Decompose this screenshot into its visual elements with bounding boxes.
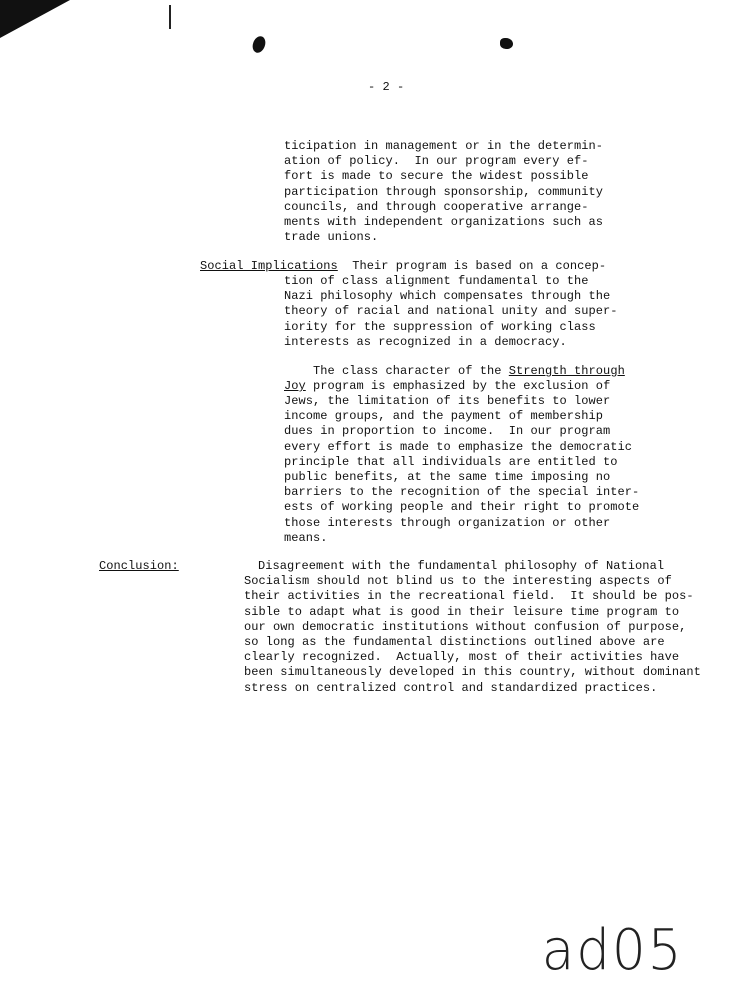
text-line: theory of racial and national unity and super- <box>284 304 618 319</box>
text-line: barriers to the recognition of the special inter- <box>284 485 640 500</box>
page-number: - 2 - <box>368 80 405 94</box>
text-line: those interests through organization or other <box>284 515 611 530</box>
underlined-program-name: Joy <box>284 379 306 393</box>
text-line: dues in proportion to income. In our program <box>284 424 611 439</box>
line-text: program is emphasized by the exclusion of <box>305 379 611 393</box>
text-line: clearly recognized. Actually, most of their activities have <box>244 650 680 665</box>
punch-hole-mark <box>250 34 267 54</box>
scan-mark-line <box>169 5 171 29</box>
text-line: stress on centralized control and standardized practices. <box>244 680 658 695</box>
line-text: Their program is based on a concep- <box>337 259 607 273</box>
text-line: principle that all individuals are entitled to <box>284 454 618 469</box>
text-line: councils, and through cooperative arrange- <box>284 199 589 214</box>
text-line: fort is made to secure the widest possible <box>284 169 589 184</box>
text-line: ests of working people and their right to promote <box>284 500 640 515</box>
text-line: every effort is made to emphasize the democratic <box>284 439 633 454</box>
text-line: iority for the suppression of working class <box>284 319 596 334</box>
paragraph-2-first-line <box>313 364 625 379</box>
text-line: means. <box>284 530 328 545</box>
section-heading-conclusion: Conclusion: <box>99 559 179 573</box>
text-line: interests as recognized in a democracy. <box>284 334 567 349</box>
text-line: trade unions. <box>284 230 379 245</box>
social-implications-first-line <box>200 259 606 274</box>
text-line: tion of class alignment fundamental to the <box>284 274 589 288</box>
text-line: their activities in the recreational field. It should be pos- <box>244 589 694 604</box>
text-line: income groups, and the payment of membership <box>284 409 604 424</box>
line-text: The class character of the <box>313 364 509 378</box>
text-line: our own democratic institutions without confusion of purpose, <box>244 619 687 634</box>
text-line: participation through sponsorship, community <box>284 184 604 199</box>
text-line: Disagreement with the fundamental philosophy of National <box>258 559 665 573</box>
section-heading-social-implications: Social Implications <box>200 259 338 273</box>
text-line: ation of policy. In our program every ef- <box>284 154 589 169</box>
text-line: public benefits, at the same time imposing no <box>284 470 611 484</box>
text-line: ments with independent organizations such as <box>284 215 604 229</box>
scan-edge-shadow <box>0 0 70 38</box>
paragraph-2-second-line <box>284 379 610 394</box>
text-line: ticipation in management or in the determin- <box>284 139 604 153</box>
text-line: Jews, the limitation of its benefits to lower <box>284 394 611 408</box>
text-line: been simultaneously developed in this country, without dominant <box>244 665 701 680</box>
text-line: Socialism should not blind us to the interesting aspects of <box>244 574 672 589</box>
punch-hole-mark <box>500 38 513 49</box>
handwritten-mark: ad05 <box>541 918 684 983</box>
text-line: sible to adapt what is good in their leisure time program to <box>244 604 680 619</box>
text-line: Nazi philosophy which compensates through the <box>284 289 611 304</box>
underlined-program-name: Strength through <box>508 364 625 378</box>
text-line: so long as the fundamental distinctions outlined above are <box>244 635 665 649</box>
